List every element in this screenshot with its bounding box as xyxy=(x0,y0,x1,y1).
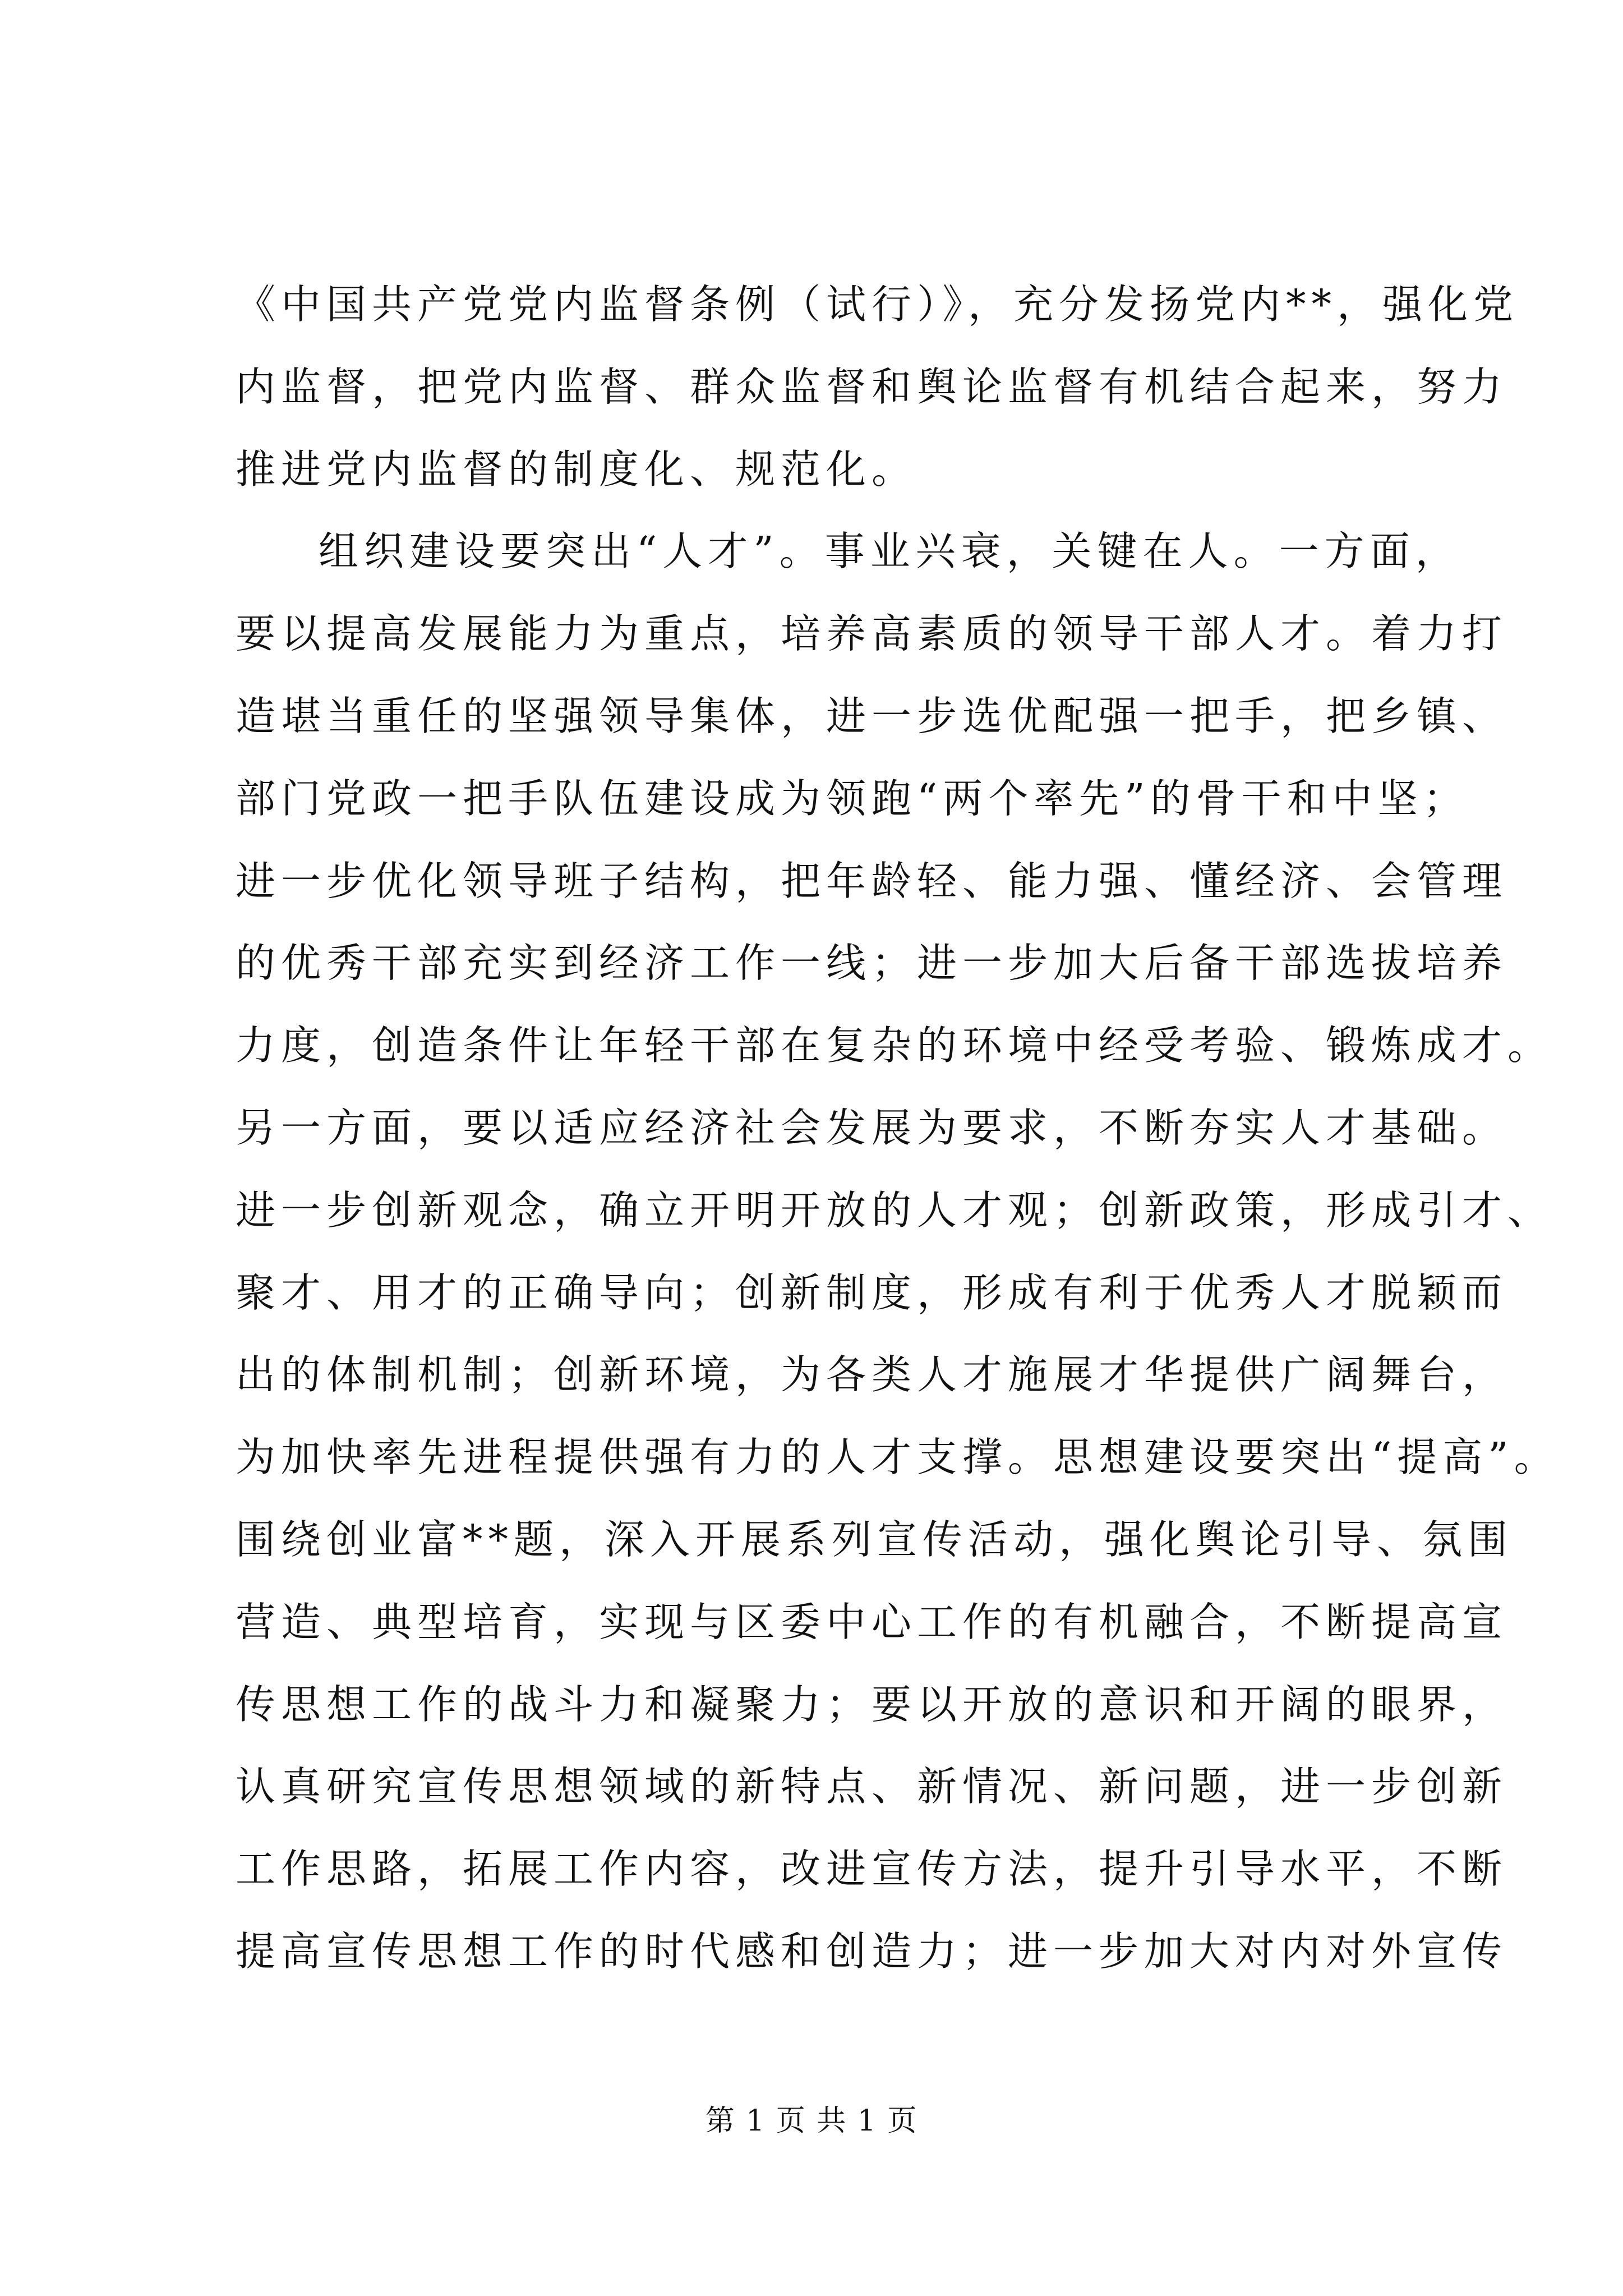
text-line: 另一方面，要以适应经济社会发展为要求，不断夯实人才基础。 xyxy=(236,1104,1508,1151)
text-line: 的优秀干部充实到经济工作一线；进一步加大后备干部选拔培养 xyxy=(236,940,1508,987)
text-line: 内监督，把党内监督、群众监督和舆论监督有机结合起来，努力 xyxy=(236,363,1508,410)
text-line: 为加快率先进程提供强有力的人才支撑。思想建设要突出“提高”。 xyxy=(236,1434,1560,1481)
text-line: 《中国共产党党内监督条例（试行）》，充分发扬党内**，强化党 xyxy=(236,281,1519,328)
text-line: 进一步优化领导班子结构，把年龄轻、能力强、懂经济、会管理 xyxy=(236,857,1508,904)
text-line: 进一步创新观念，确立开明开放的人才观；创新政策，形成引才、 xyxy=(236,1186,1553,1234)
text-line: 聚才、用才的正确导向；创新制度，形成有利于优秀人才脱颖而 xyxy=(236,1269,1508,1316)
page-number-footer: 第 1 页 共 1 页 xyxy=(705,2104,918,2138)
text-line: 造堪当重任的坚强领导集体，进一步选优配强一把手，把乡镇、 xyxy=(236,692,1508,739)
text-line: 围绕创业富**题，深入开展系列宣传活动，强化舆论引导、氛围 xyxy=(236,1516,1514,1563)
paragraph-start-line: 组织建设要突出“人才”。事业兴衰，关键在人。一方面， xyxy=(319,528,1461,575)
text-line: 工作思路，拓展工作内容，改进宣传方法，提升引导水平，不断 xyxy=(236,1846,1508,1893)
document-body xyxy=(236,264,1560,1993)
text-line: 传思想工作的战斗力和凝聚力；要以开放的意识和开阔的眼界， xyxy=(236,1681,1508,1728)
text-line: 力度，创造条件让年轻干部在复杂的环境中经受考验、锻炼成才。 xyxy=(236,1022,1553,1069)
text-line: 出的体制机制；创新环境，为各类人才施展才华提供广阔舞台， xyxy=(236,1351,1508,1398)
text-line: 部门党政一把手队伍建设成为领跑“两个率先”的骨干和中坚； xyxy=(236,775,1469,822)
text-line: 推进党内监督的制度化、规范化。 xyxy=(236,445,917,493)
text-line: 要以提高发展能力为重点，培养高素质的领导干部人才。着力打 xyxy=(236,610,1508,657)
text-line: 认真研究宣传思想领域的新特点、新情况、新问题，进一步创新 xyxy=(236,1763,1508,1810)
text-line: 提高宣传思想工作的时代感和创造力；进一步加大对内对外宣传 xyxy=(236,1927,1508,1975)
text-line: 营造、典型培育，实现与区委中心工作的有机融合，不断提高宣 xyxy=(236,1598,1508,1645)
